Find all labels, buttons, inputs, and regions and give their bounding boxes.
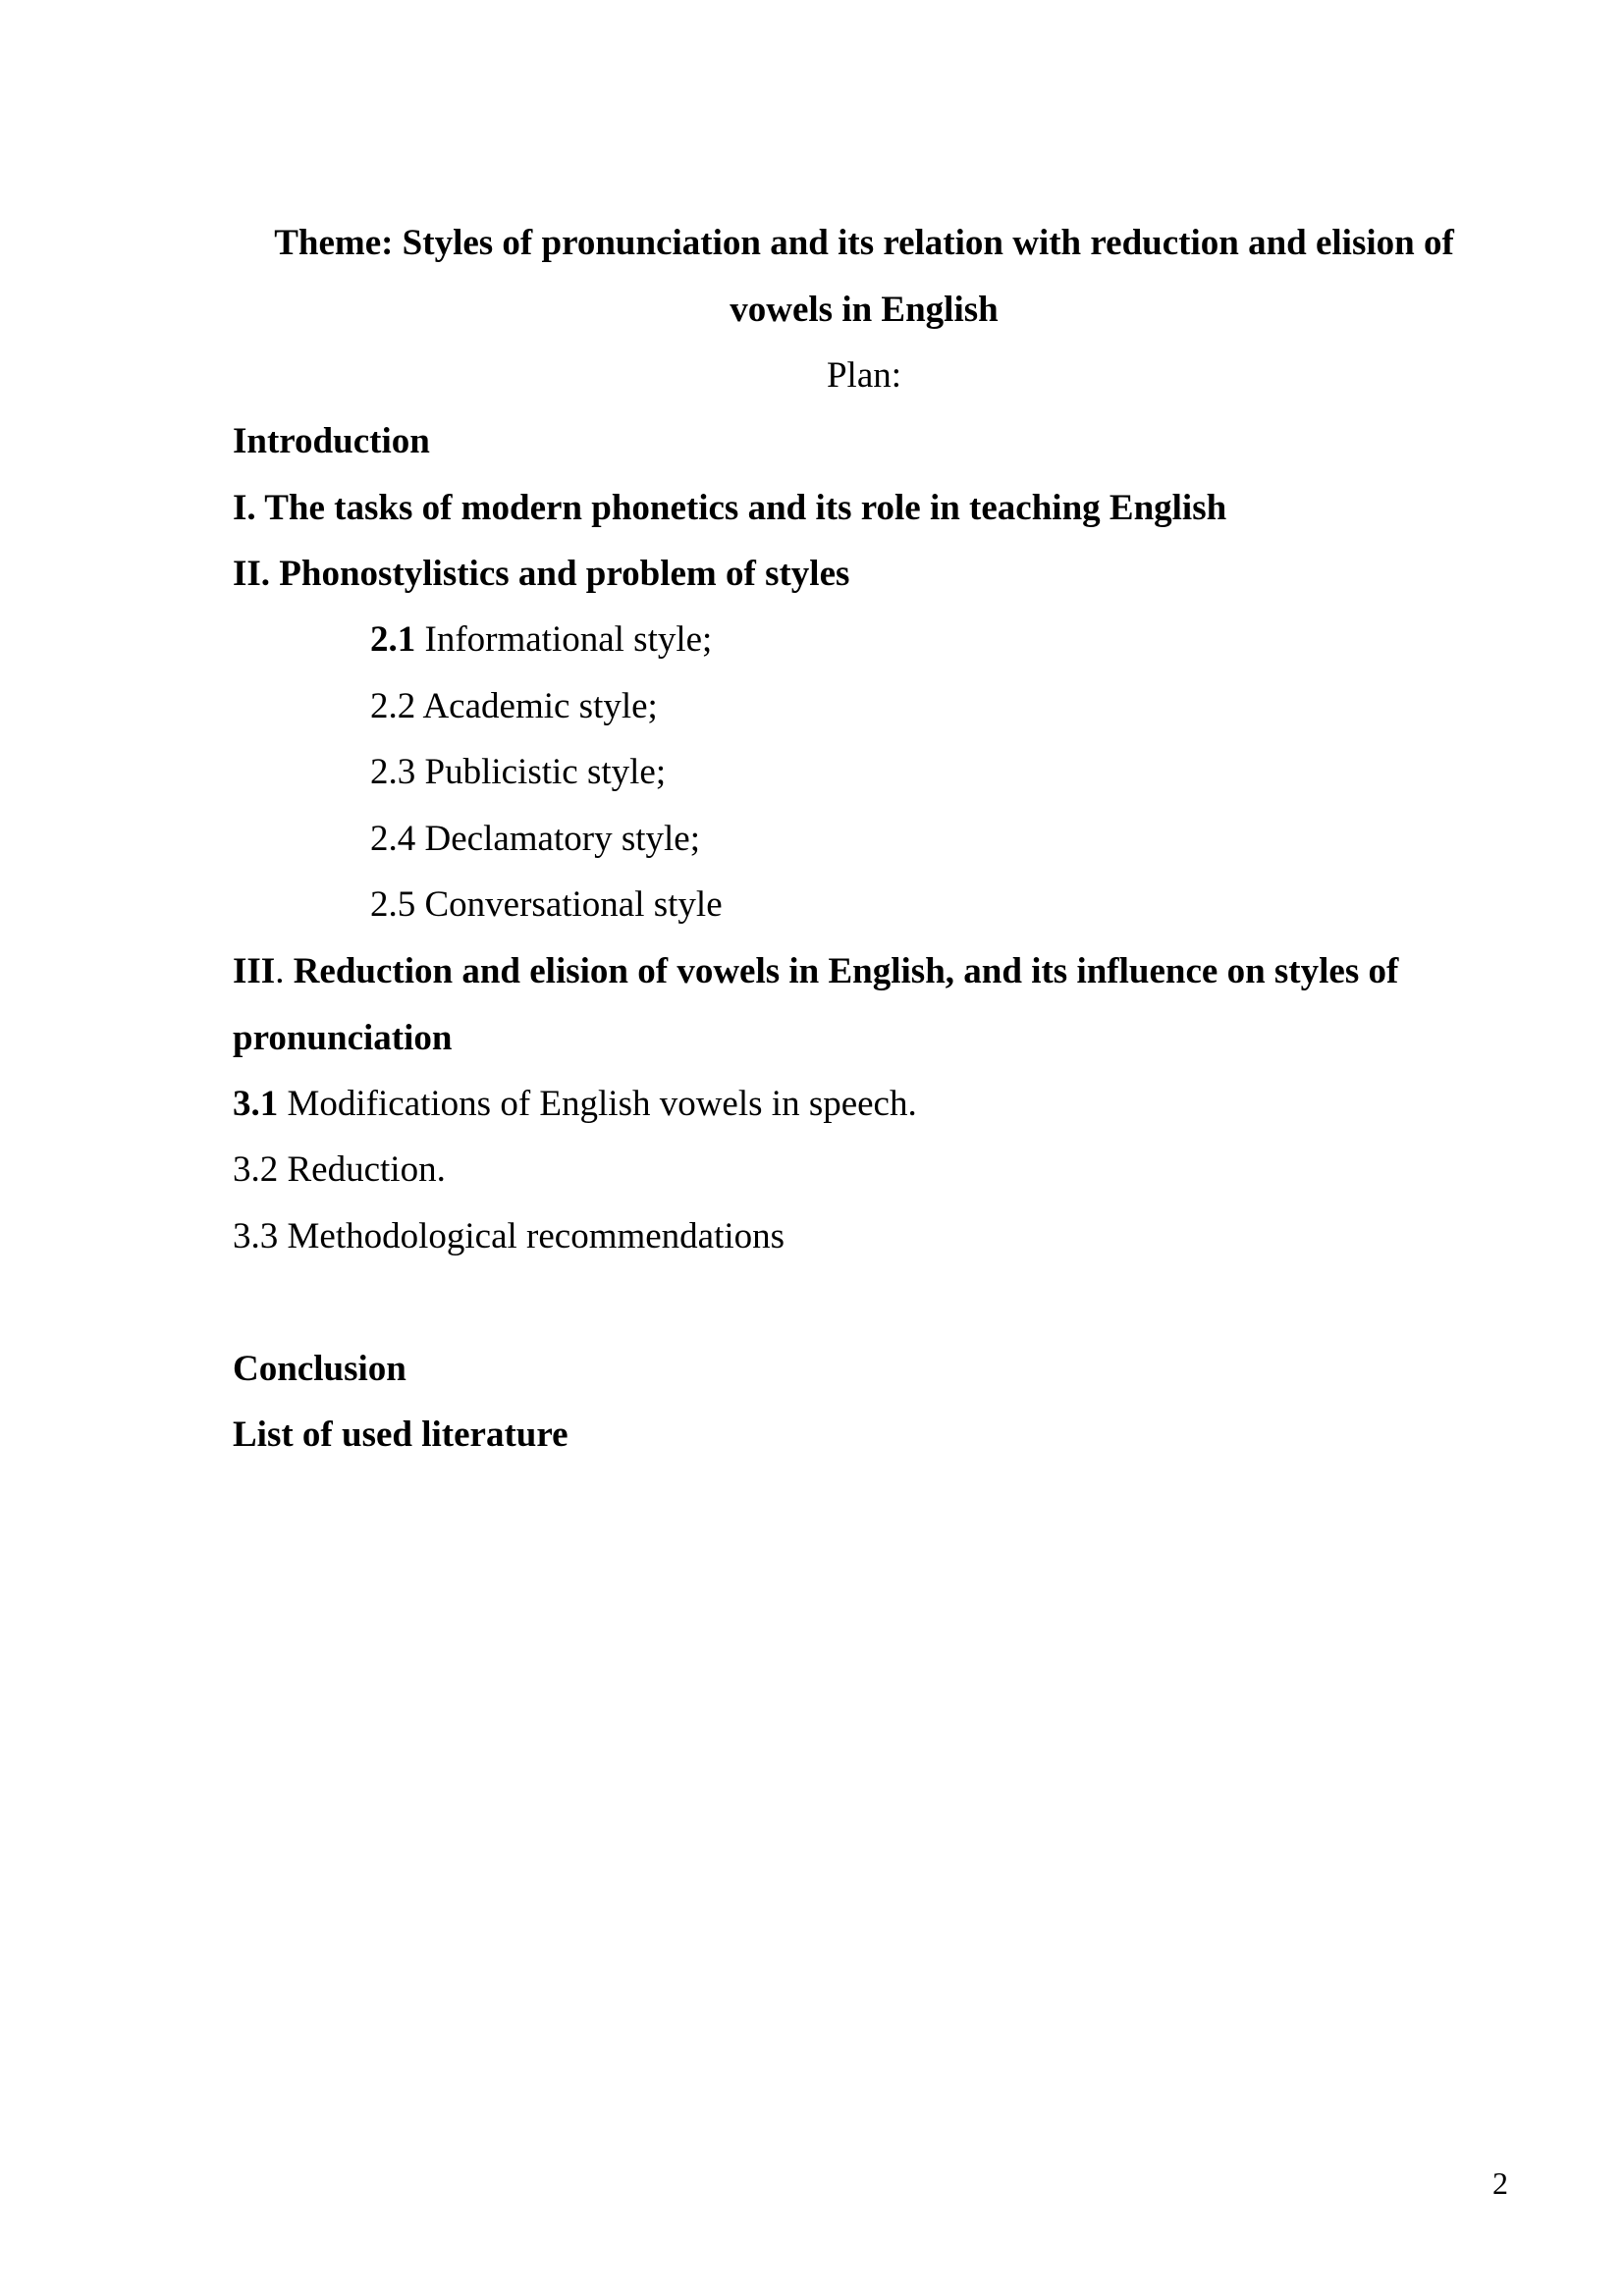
subsection-2-2: 2.2 Academic style; [370,686,658,726]
subsection-3-1-number: 3.1 [233,1084,279,1124]
document-title: Theme: Styles of pronunciation and its relation with reduction and elision of vowels in English [274,223,1454,330]
plan-label: Plan: [826,355,902,396]
subsection-3-2: 3.2 Reduction. [233,1149,446,1190]
introduction-heading: Introduction [233,421,430,461]
section-3-heading [233,938,1509,1071]
subsection-2-5: 2.5 Conversational style [370,884,723,925]
subsection-2-4: 2.4 Declamatory style; [370,819,700,859]
subsection-2-1 [370,607,712,673]
conclusion-heading: Conclusion [233,1349,406,1389]
section-1-heading: I. The tasks of modern phonetics and its role in teaching English [233,488,1227,528]
subsection-3-3: 3.3 Methodological recommendations [233,1216,785,1256]
subsection-3-1 [233,1071,917,1138]
subsection-3-1-text: Modifications of English vowels in speech. [278,1084,917,1124]
section-3-number: III [233,951,276,991]
literature-heading: List of used literature [233,1415,568,1455]
section-3-text: Reduction and elision of vowels in English, and its influence on styles of pronunciation [233,951,1408,1058]
subsection-2-3: 2.3 Publicistic style; [370,752,667,792]
page-number: 2 [1492,2165,1508,2201]
section-3-dot: . [275,951,285,991]
subsection-2-1-text: Informational style; [415,619,713,660]
section-2-heading: II. Phonostylistics and problem of styles [233,554,850,594]
subsection-2-1-number: 2.1 [370,619,416,660]
